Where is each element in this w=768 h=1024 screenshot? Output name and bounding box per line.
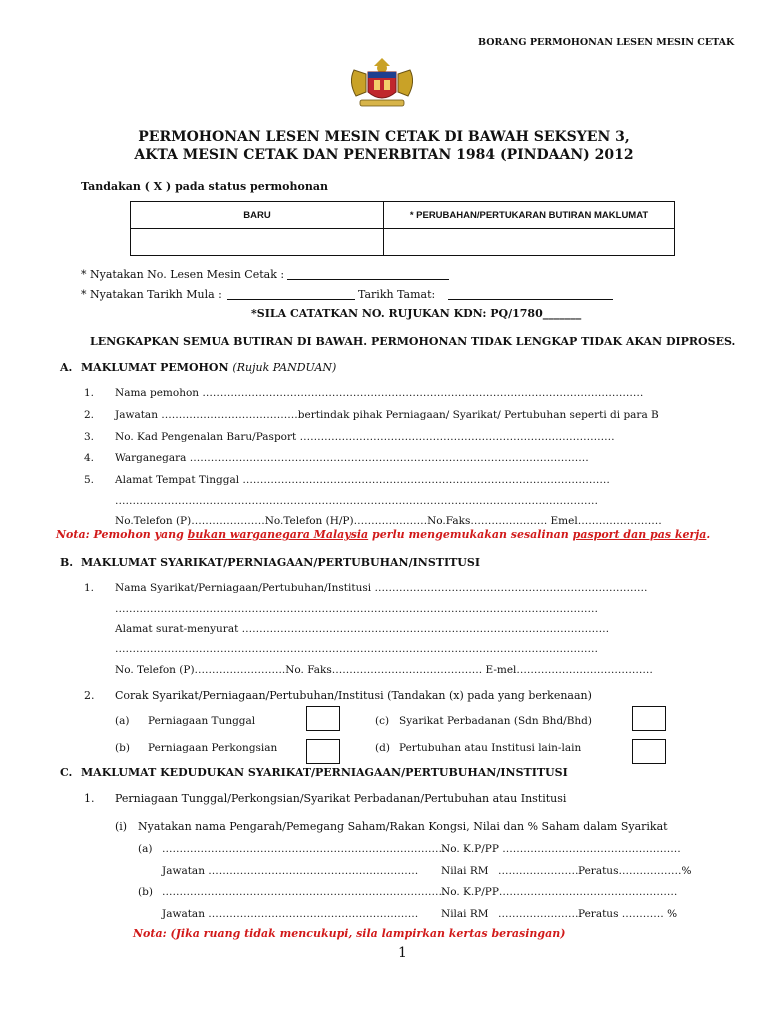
- status-checkbox-change[interactable]: [384, 229, 675, 256]
- c-entry-a-name-field[interactable]: ………………………………………………………………………: [162, 843, 446, 855]
- a-citizenship-field[interactable]: Warganegara ……………………………………………………………………………………………………: [115, 452, 589, 464]
- end-date-label: Tarikh Tamat:: [358, 288, 436, 301]
- option-d-checkbox[interactable]: [632, 739, 666, 764]
- license-no-field[interactable]: [287, 279, 449, 280]
- a-item-2-num: 2.: [84, 409, 95, 421]
- section-c-title: MAKLUMAT KEDUDUKAN SYARIKAT/PERNIAGAAN/PERTUBUHAN/INSTITUSI: [81, 766, 568, 779]
- section-c-letter: C.: [60, 766, 73, 779]
- status-header-change: * PERUBAHAN/PERTUKARAN BUTIRAN MAKLUMAT: [384, 202, 675, 229]
- b-company-name-continuation[interactable]: …………………………………………………………………………………………………………………………: [115, 603, 598, 615]
- coat-of-arms-icon: [344, 56, 420, 114]
- c-sub-i-key: (i): [115, 820, 128, 833]
- status-instruction: Tandakan ( X ) pada status permohonan: [81, 180, 328, 193]
- c-space-note: Nota: (Jika ruang tidak mencukupi, sila lampirkan kertas berasingan): [133, 927, 566, 940]
- a-item-4-num: 4.: [84, 452, 95, 464]
- b-company-name-field[interactable]: Nama Syarikat/Perniagaan/Pertubuhan/Institusi ……………………………………………………………………: [115, 582, 648, 594]
- option-a-label: Perniagaan Tunggal: [148, 715, 256, 727]
- form-title: BORANG PERMOHONAN LESEN MESIN CETAK: [478, 37, 735, 48]
- a-item-3-num: 3.: [84, 431, 95, 443]
- end-date-field[interactable]: [448, 299, 613, 300]
- b-item-2-num: 2.: [84, 689, 95, 702]
- page-number: 1: [398, 945, 407, 961]
- status-checkbox-new[interactable]: [131, 229, 384, 256]
- option-b-key: (b): [115, 742, 130, 754]
- start-date-field[interactable]: [227, 299, 355, 300]
- c-entry-b-name-field[interactable]: ………………………………………………………………………: [162, 886, 446, 898]
- a-applicant-name-field[interactable]: Nama pemohon ………………………………………………………………………………………………………………: [115, 387, 644, 399]
- c-entry-b-key: (b): [138, 886, 153, 898]
- section-b-title: MAKLUMAT SYARIKAT/PERNIAGAAN/PERTUBUHAN/INSTITUSI: [81, 556, 480, 569]
- a-item-5-num: 5.: [84, 474, 95, 486]
- c-entry-a-nilai-field[interactable]: ……………………: [498, 865, 582, 877]
- c-entry-b-nilai-field[interactable]: ……………………: [498, 908, 582, 920]
- section-b-letter: B.: [60, 556, 74, 569]
- c-entry-b-nilai-label: Nilai RM: [441, 908, 489, 920]
- c-entry-b-jawatan-field[interactable]: Jawatan ……………………………………………………: [162, 908, 419, 920]
- start-date-label: * Nyatakan Tarikh Mula :: [81, 288, 222, 301]
- c-entry-b-kp-field[interactable]: No. K.P/PP……………………………………………: [441, 886, 678, 898]
- c-item-1-label: Perniagaan Tunggal/Perkongsian/Syarikat Perbadanan/Pertubuhan atau Institusi: [115, 792, 567, 805]
- option-b-checkbox[interactable]: [306, 739, 340, 764]
- b-address-continuation[interactable]: …………………………………………………………………………………………………………………………: [115, 643, 598, 655]
- b-business-type-label: Corak Syarikat/Perniagaan/Pertubuhan/Institusi (Tandakan (x) pada yang berkenaan): [115, 689, 592, 702]
- option-a-key: (a): [115, 715, 130, 727]
- b-mailing-address-field[interactable]: Alamat surat-menyurat ……………………………………………………………………………………………: [115, 623, 610, 635]
- b-item-1-num: 1.: [84, 582, 95, 594]
- c-entry-b-peratus-field[interactable]: Peratus ………… %: [578, 908, 678, 920]
- a-address-continuation[interactable]: …………………………………………………………………………………………………………………………: [115, 495, 598, 507]
- section-a-title: MAKLUMAT PEMOHON (Rujuk PANDUAN): [81, 361, 337, 374]
- c-entry-a-key: (a): [138, 843, 153, 855]
- c-item-1-num: 1.: [84, 792, 95, 805]
- a-phone-line[interactable]: No.Telefon (P)…………………No.Telefon (H/P)…………………No.Faks…………………. Emel……………………: [115, 515, 662, 527]
- c-entry-a-peratus-field[interactable]: Peratus………………%: [578, 865, 692, 877]
- option-d-key: (d): [375, 742, 390, 754]
- c-entry-a-jawatan-field[interactable]: Jawatan ……………………………………………………: [162, 865, 419, 877]
- c-sub-i-label: Nyatakan nama Pengarah/Pemegang Saham/Rakan Kongsi, Nilai dan % Saham dalam Syarikat: [138, 820, 668, 833]
- status-table: [130, 201, 675, 256]
- c-entry-a-nilai-label: Nilai RM: [441, 865, 489, 877]
- option-b-label: Perniagaan Perkongsian: [148, 742, 278, 754]
- a-address-field[interactable]: Alamat Tempat Tinggal ……………………………………………………………………………………………: [115, 474, 610, 486]
- title-line-2: AKTA MESIN CETAK DAN PENERBITAN 1984 (PINDAAN) 2012: [134, 147, 634, 163]
- a-item-1-num: 1.: [84, 387, 95, 399]
- license-no-label: * Nyatakan No. Lesen Mesin Cetak :: [81, 268, 285, 281]
- option-d-label: Pertubuhan atau Institusi lain-lain: [399, 742, 582, 754]
- a-ic-passport-field[interactable]: No. Kad Pengenalan Baru/Pasport ………………………………………………………………………………: [115, 431, 615, 443]
- section-a-letter: A.: [60, 361, 73, 374]
- a-position-field[interactable]: Jawatan …………………………………bertindak pihak Perniagaan/ Syarikat/ Pertubuhan seperti di para B: [115, 409, 659, 421]
- title-line-1: PERMOHONAN LESEN MESIN CETAK DI BAWAH SEKSYEN 3,: [138, 129, 630, 145]
- a-nationality-note: Nota: Pemohon yang bukan warganegara Malaysia perlu mengemukakan sesalinan pasport dan pas kerja.: [56, 528, 711, 541]
- reference-note: *SILA CATATKAN NO. RUJUKAN KDN: PQ/1780_______: [251, 307, 582, 320]
- status-header-new: BARU: [131, 202, 384, 229]
- b-phone-line[interactable]: No. Telefon (P)……………………..No. Faks……………………………………. E-mel…………………………………: [115, 664, 653, 676]
- option-a-checkbox[interactable]: [306, 706, 340, 731]
- option-c-checkbox[interactable]: [632, 706, 666, 731]
- option-c-label: Syarikat Perbadanan (Sdn Bhd/Bhd): [399, 715, 592, 727]
- complete-note: LENGKAPKAN SEMUA BUTIRAN DI BAWAH. PERMOHONAN TIDAK LENGKAP TIDAK AKAN DIPROSES.: [90, 335, 736, 348]
- option-c-key: (c): [375, 715, 390, 727]
- c-entry-a-kp-field[interactable]: No. K.P/PP ……………………………………………: [441, 843, 681, 855]
